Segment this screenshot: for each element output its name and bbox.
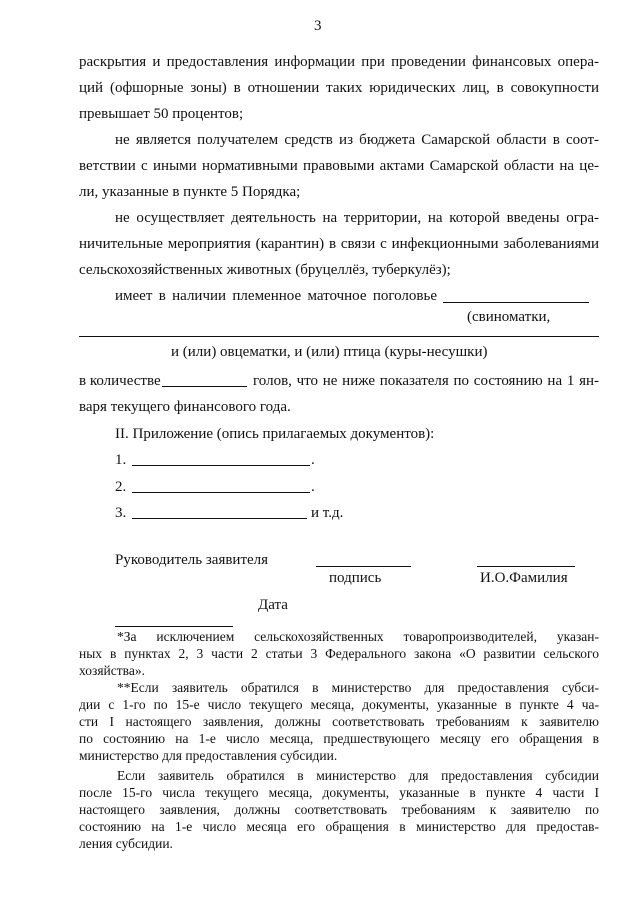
item2-blank	[132, 492, 310, 493]
item1-number: 1.	[115, 452, 127, 468]
para3-line3: сельскохозяйственных животных (бруцеллёз, туберкулёз);	[79, 262, 451, 278]
para1-line3: превышает 50 процентов;	[79, 106, 244, 122]
item1-blank	[132, 465, 310, 466]
footnote3-line3: настоящего заявления, должны соответствовать требованиям к заявителю по	[79, 802, 599, 817]
footnote1-line1: *За исключением сельскохозяйственных товаропроизводителей, указан-	[117, 629, 599, 644]
item2-number: 2.	[115, 479, 127, 495]
footnote1-line3: хозяйства».	[79, 663, 145, 678]
section2-title: II. Приложение (опись прилагаемых документов):	[115, 426, 435, 442]
para3-line1: не осуществляет деятельность на территории, на которой введены огра-	[115, 210, 599, 226]
footnote-separator	[115, 626, 233, 627]
footnote2-line5: министерство для предоставления субсидии.	[79, 748, 338, 763]
signature-caption: подпись	[329, 570, 382, 586]
footnote3-line2: после 15-го числа текущего месяца, документы, указанные в пункте 4 части I	[79, 785, 599, 800]
para4-line1: имеет в наличии племенное маточное поголовье	[115, 288, 437, 304]
footnote2-line3: сти I настоящего заявления, должны соответствовать требованиям к заявителю	[79, 714, 599, 729]
item3-end: и т.д.	[311, 505, 344, 521]
head-of-applicant: Руководитель заявителя	[115, 552, 269, 568]
hint-ewes-poultry: и (или) овцематки, и (или) птица (куры-несушки)	[171, 344, 488, 360]
para1-line1: раскрытия и предоставления информации при проведении финансовых опера-	[79, 54, 599, 70]
signature-line	[316, 566, 411, 567]
item3-number: 3.	[115, 505, 127, 521]
para1-line2: ций (офшорные зоны) в отношении таких юридических лиц, в совокупности	[79, 80, 599, 96]
para3-line2: ничительные мероприятия (карантин) в связи с инфекционными заболеваниями	[79, 236, 599, 252]
para4-line2-end: голов, что не ниже показателя по состоянию на 1 ян-	[253, 373, 599, 389]
footnote2-line4: по состоянию на 1-е число месяца, предшествующего месяцу его обращения в	[79, 731, 599, 746]
item1-end: .	[311, 452, 315, 468]
item3-blank	[132, 518, 307, 519]
para2-line2: ветствии с иными нормативными правовыми актами Самарской области на це-	[79, 158, 599, 174]
livestock-blank	[443, 302, 589, 303]
date-label: Дата	[258, 597, 288, 613]
hint-sows: (свиноматки,	[467, 309, 551, 325]
para4-line2-start: в количестве	[79, 373, 161, 389]
para2-line1: не является получателем средств из бюджета Самарской области в соот-	[115, 132, 599, 148]
footnote1-line2: ных в пунктах 2, 3 части 2 статьи 3 Федерального закона «О развитии сельского	[79, 646, 599, 661]
footnote3-line4: состоянию на 1-е число месяца его обращения в министерство для предостав-	[79, 819, 599, 834]
page-number: 3	[314, 18, 322, 34]
footnote2-line2: дии с 1-го по 15-е число текущего месяца, документы, указанные в пункте 4 ча-	[79, 697, 599, 712]
footnote2-line1: **Если заявитель обратился в министерство для предоставления субси-	[117, 680, 599, 695]
footnote3-line5: ления субсидии.	[79, 836, 173, 851]
livestock-blank-2	[79, 336, 599, 337]
para2-line3: ли, указанные в пункте 5 Порядка;	[79, 184, 301, 200]
item2-end: .	[311, 479, 315, 495]
name-line	[477, 566, 575, 567]
para4-line3: варя текущего финансового года.	[79, 399, 291, 415]
name-caption: И.О.Фамилия	[480, 570, 568, 586]
footnote3-line1: Если заявитель обратился в министерство для предоставления субсидии	[117, 768, 599, 783]
quantity-blank	[162, 386, 247, 387]
